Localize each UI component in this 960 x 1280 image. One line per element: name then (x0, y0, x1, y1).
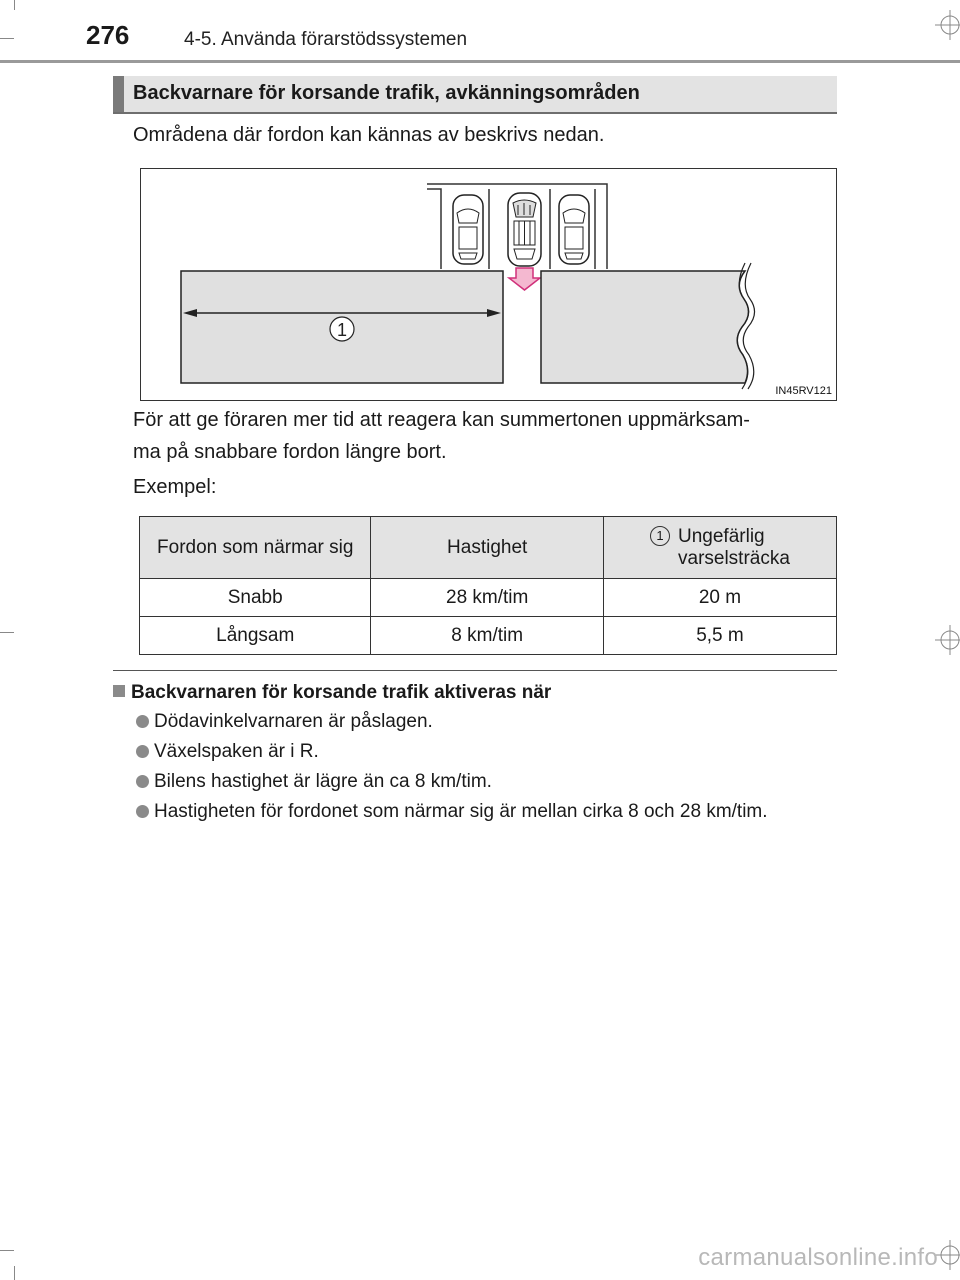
column-header-vehicle: Fordon som närmar sig (140, 517, 371, 579)
parked-car-icon (559, 195, 589, 264)
subsection-heading-text: Backvarnaren för korsande trafik aktiveras när (131, 682, 552, 703)
diagram-illustration (141, 169, 838, 402)
intro-text: Områdena där fordon kan kännas av beskrivs nedan. (133, 124, 605, 146)
list-item (136, 771, 492, 793)
example-label: Exempel: (133, 476, 217, 498)
crop-mark (0, 632, 14, 633)
paragraph-line-2: ma på snabbare fordon längre bort. (133, 441, 447, 463)
round-bullet-icon (136, 775, 149, 788)
figure-code: IN45RV121 (775, 385, 832, 397)
round-bullet-icon (136, 715, 149, 728)
parked-car-icon (453, 195, 483, 264)
list-item (136, 741, 319, 763)
crop-mark (14, 1266, 15, 1280)
list-item-text: Dödavinkelvarnaren är påslagen. (154, 711, 433, 732)
column-header-speed: Hastighet (371, 517, 603, 579)
list-item (136, 711, 433, 733)
page-number: 276 (86, 20, 130, 50)
round-bullet-icon (136, 745, 149, 758)
detection-zone-right (541, 271, 749, 383)
distance-header-line-1: Ungefärlig (678, 525, 765, 547)
cell-speed: 28 km/tim (371, 579, 603, 617)
square-bullet-icon (113, 685, 125, 697)
list-item-text: Bilens hastighet är lägre än ca 8 km/tim. (154, 771, 492, 792)
table-header-row (140, 517, 837, 579)
reverse-arrow-icon (509, 268, 540, 290)
section-heading-bar (113, 76, 124, 112)
crop-mark (14, 0, 15, 10)
warning-distance-table (139, 516, 837, 655)
watermark: carmanualsonline.info (698, 1244, 938, 1271)
callout-number: 1 (650, 526, 670, 546)
detection-area-diagram (140, 168, 837, 401)
cell-distance: 5,5 m (603, 617, 836, 655)
chapter-title: 4-5. Använda förarstödssystemen (184, 29, 468, 50)
cell-speed: 8 km/tim (371, 617, 603, 655)
subsection-divider (113, 670, 837, 671)
round-bullet-icon (136, 805, 149, 818)
table-row (140, 617, 837, 655)
cell-distance: 20 m (603, 579, 836, 617)
crop-mark (0, 38, 14, 39)
column-header-distance (603, 517, 836, 579)
crop-mark (0, 1250, 14, 1251)
registration-mark-icon (935, 1240, 960, 1270)
callout-number: 1 (336, 320, 348, 340)
list-item-text: Hastigheten för fordonet som närmar sig är mellan cirka 8 och 28 km/tim. (154, 801, 768, 822)
parking-line (427, 189, 441, 269)
registration-mark-icon (935, 625, 960, 655)
paragraph-line-1: För att ge föraren mer tid att reagera kan summertonen uppmärksam- (133, 409, 750, 431)
cell-vehicle: Långsam (140, 617, 371, 655)
list-item-text: Växelspaken är i R. (154, 741, 319, 762)
section-heading (113, 76, 837, 114)
own-car-icon (508, 193, 541, 266)
distance-header-line-2: varselsträcka (678, 547, 790, 569)
list-item (136, 801, 768, 823)
header-divider (0, 60, 960, 63)
table-row (140, 579, 837, 617)
registration-mark-icon (935, 10, 960, 40)
cell-vehicle: Snabb (140, 579, 371, 617)
subsection-heading (113, 682, 551, 704)
section-heading-text: Backvarnare för korsande trafik, avkänningsområden (133, 82, 640, 104)
